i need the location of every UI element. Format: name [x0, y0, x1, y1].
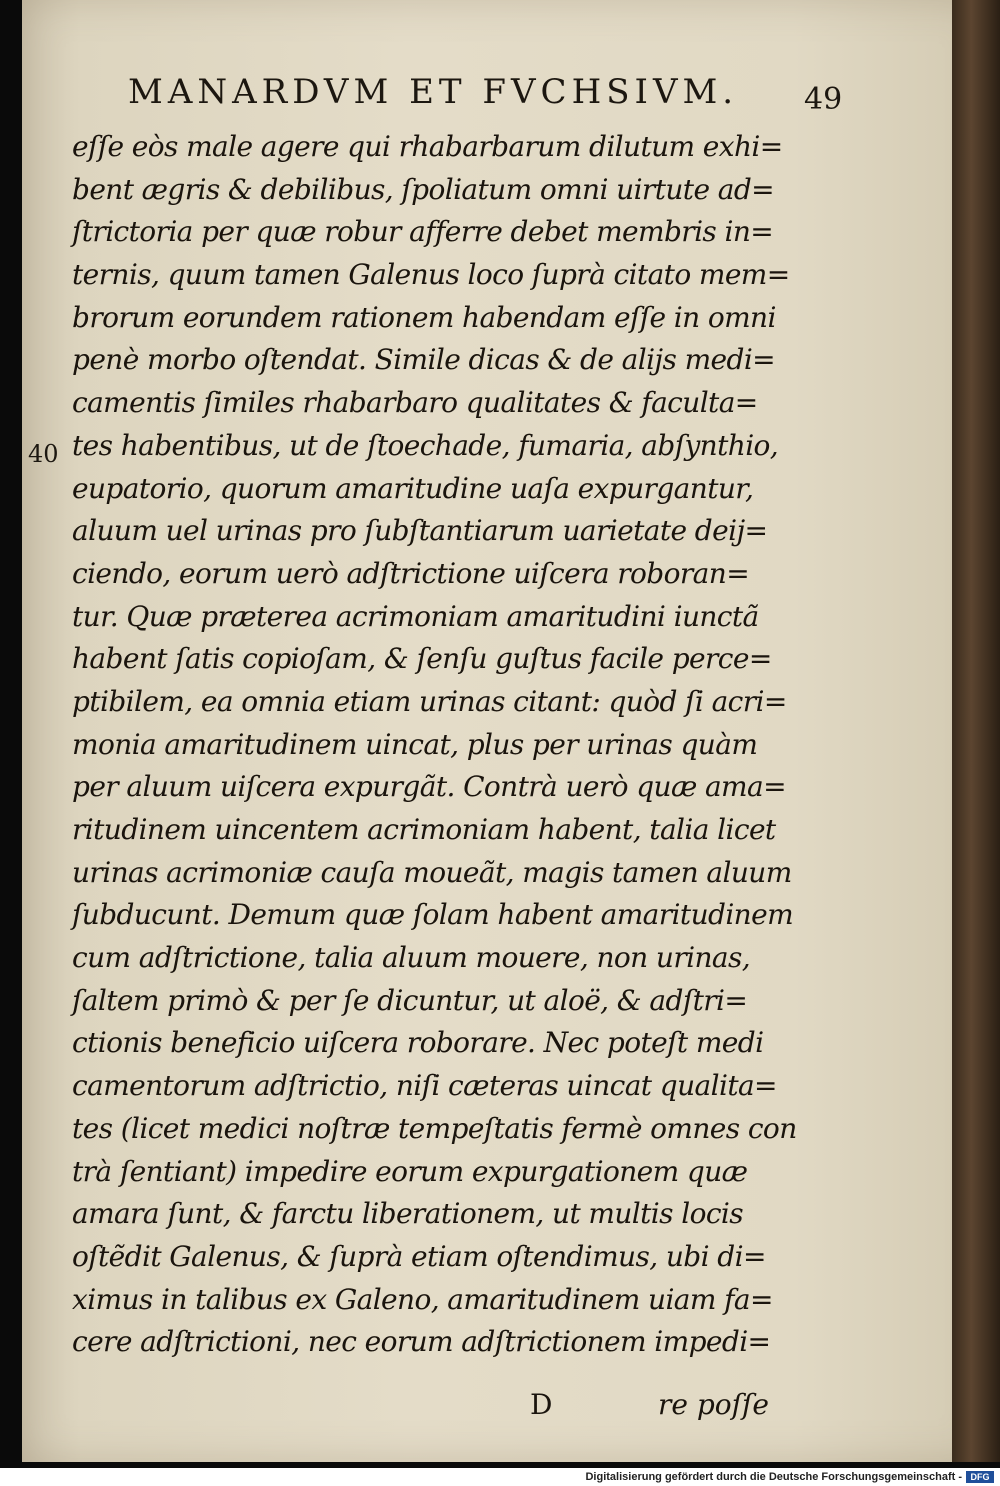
funding-credit: Digitalisierung gefördert durch die Deutsche Forschungsgemeinschaft - — [585, 1471, 962, 1483]
text-line: eupatorio, quorum amaritudine uaſa expurgantur, — [72, 471, 754, 505]
catchword: re poſſe — [658, 1388, 769, 1421]
signature-mark: D — [530, 1388, 553, 1421]
dfg-logo: DFG — [966, 1471, 994, 1483]
text-line: tes habentibus, ut de ſtoechade, fumaria, abſynthio, — [72, 428, 779, 462]
text-line: camentis ſimiles rhabarbaro qualitates & faculta= — [72, 386, 758, 420]
text-line: brorum eorundem rationem habendam eſſe in omni — [72, 300, 776, 334]
text-line: penè morbo oſtendat. Simile dicas & de aliјs medi= — [72, 343, 776, 377]
footer-bar — [0, 1468, 1000, 1486]
text-line: urinas acrimoniæ cauſa moueãt, magis tamen aluum — [72, 855, 792, 889]
text-line: tur. Quæ præterea acrimoniam amaritudini iunctã — [72, 599, 759, 633]
text-line: bent ægris & debilibus, ſpoliatum omni uirtute ad= — [72, 172, 775, 206]
text-line: ximus in talibus ex Galeno, amaritudinem uiam fa= — [72, 1282, 773, 1316]
page-edge — [952, 0, 1000, 1462]
text-line: ptibilem, ea omnia etiam urinas citant: quòd ſi acri= — [72, 684, 787, 718]
text-line: cum adſtrictione, talia aluum mouere, non urinas, — [72, 941, 751, 975]
body-text — [72, 126, 797, 1364]
text-line: ritudinem uincentem acrimoniam habent, talia licet — [72, 813, 776, 846]
text-line: ternis, quum tamen Galenus loco ſuprà citato mem= — [72, 258, 790, 292]
text-line: cere adſtrictioni, nec eorum adſtrictionem impedi= — [72, 1325, 771, 1359]
text-line: per aluum uiſcera expurgãt. Contrà uerò quæ ama= — [72, 770, 786, 804]
text-line: amara ſunt, & farctu liberationem, ut multis locis — [72, 1197, 744, 1231]
text-line: oſtẽdit Galenus, & ſuprà etiam oſtendimus, ubi di= — [72, 1239, 766, 1273]
text-line: ſtrictoria per quæ robur afferre debet membris in= — [72, 215, 774, 249]
text-line: habent ſatis copioſam, & ſenſu guſtus facile perce= — [72, 642, 772, 676]
text-line: tes (licet medici noſtræ tempeſtatis fermè omnes con — [72, 1111, 797, 1145]
text-line: camentorum adſtrictio, niſi cæteras uincat qualita= — [72, 1069, 777, 1103]
running-head: MANARDVM ET FVCHSIVM. — [128, 72, 739, 112]
margin-line-number: 40 — [28, 440, 59, 468]
text-line: trà ſentiant) impedire eorum expurgationem quæ — [72, 1154, 748, 1188]
text-line: ſaltem primò & per ſe dicuntur, ut aloë, & adſtri= — [72, 983, 748, 1017]
text-line: eſſe eòs male agere qui rhabarbarum dilutum exhi= — [72, 130, 783, 163]
text-line: ciendo, eorum uerò adſtrictione uiſcera roboran= — [72, 556, 750, 590]
text-line: ſubducunt. Demum quæ ſolam habent amaritudinem — [72, 898, 794, 932]
text-line: monia amaritudinem uincat, plus per urinas quàm — [72, 727, 758, 761]
text-line: ctionis beneficio uiſcera roborare. Nec poteſt medi — [72, 1026, 764, 1060]
page-number: 49 — [804, 82, 843, 117]
text-line: aluum uel urinas pro ſubſtantiarum uarietate deiј= — [72, 514, 768, 548]
